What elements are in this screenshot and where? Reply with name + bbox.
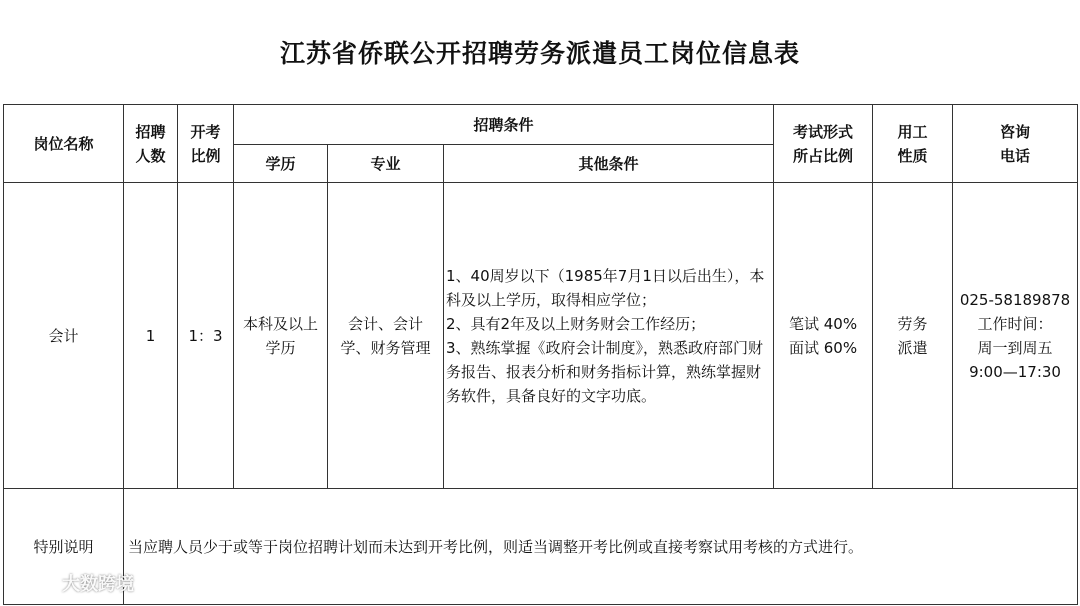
cell-exam-form — [774, 183, 873, 489]
position-info-table — [3, 104, 1078, 605]
header-major: 专业 — [328, 145, 444, 183]
header-contact: 咨询电话 — [953, 105, 1078, 183]
cell-major: 会计、会计学、财务管理 — [328, 183, 444, 489]
chat-bubble-logo-icon — [6, 570, 56, 596]
header-other: 其他条件 — [444, 145, 774, 183]
work-days: 周一到周五 — [977, 338, 1053, 357]
page-title: 江苏省侨联公开招聘劳务派遣员工岗位信息表 — [279, 39, 800, 68]
cell-ratio: 1：3 — [178, 183, 234, 489]
note-label: 特别说明 — [4, 489, 124, 605]
condition-item-3: 3、熟练掌握《政府会计制度》，熟悉政府部门财务报告、报表分析和财务指标计算，熟练掌握财务软件，具备良好的文字功底。 — [446, 338, 764, 405]
note-text: 当应聘人员少于或等于岗位招聘计划而未达到开考比例，则适当调整开考比例或直接考察试用考核的方式进行。 — [124, 489, 1078, 605]
cell-count: 1 — [124, 183, 178, 489]
header-recruit-count: 招聘人数 — [124, 105, 178, 183]
cell-contact — [953, 183, 1078, 489]
cell-position: 会计 — [4, 183, 124, 489]
work-hours: 9:00—17:30 — [969, 362, 1061, 381]
header-ratio: 开考比例 — [178, 105, 234, 183]
cell-education: 本科及以上学历 — [234, 183, 328, 489]
condition-item-2: 2、具有2年及以上财务财会工作经历； — [446, 314, 706, 333]
exam-written: 笔试 40% — [788, 314, 858, 333]
header-position-name: 岗位名称 — [4, 105, 124, 183]
header-education: 学历 — [234, 145, 328, 183]
cell-other-conditions — [444, 183, 774, 489]
header-conditions: 招聘条件 — [234, 105, 774, 145]
watermark — [6, 570, 134, 596]
watermark-text: 大数跨境 — [62, 574, 134, 595]
header-exam-form: 考试形式所占比例 — [774, 105, 873, 183]
contact-phone: 025-58189878 — [959, 290, 1071, 309]
condition-item-1: 1、40周岁以下（1985年7月1日以后出生），本科及以上学历，取得相应学位； — [446, 266, 765, 309]
work-time-label: 工作时间： — [977, 314, 1053, 333]
header-employment-type: 用工性质 — [873, 105, 953, 183]
exam-interview: 面试 60% — [788, 338, 858, 357]
cell-employment-type: 劳务派遣 — [873, 183, 953, 489]
